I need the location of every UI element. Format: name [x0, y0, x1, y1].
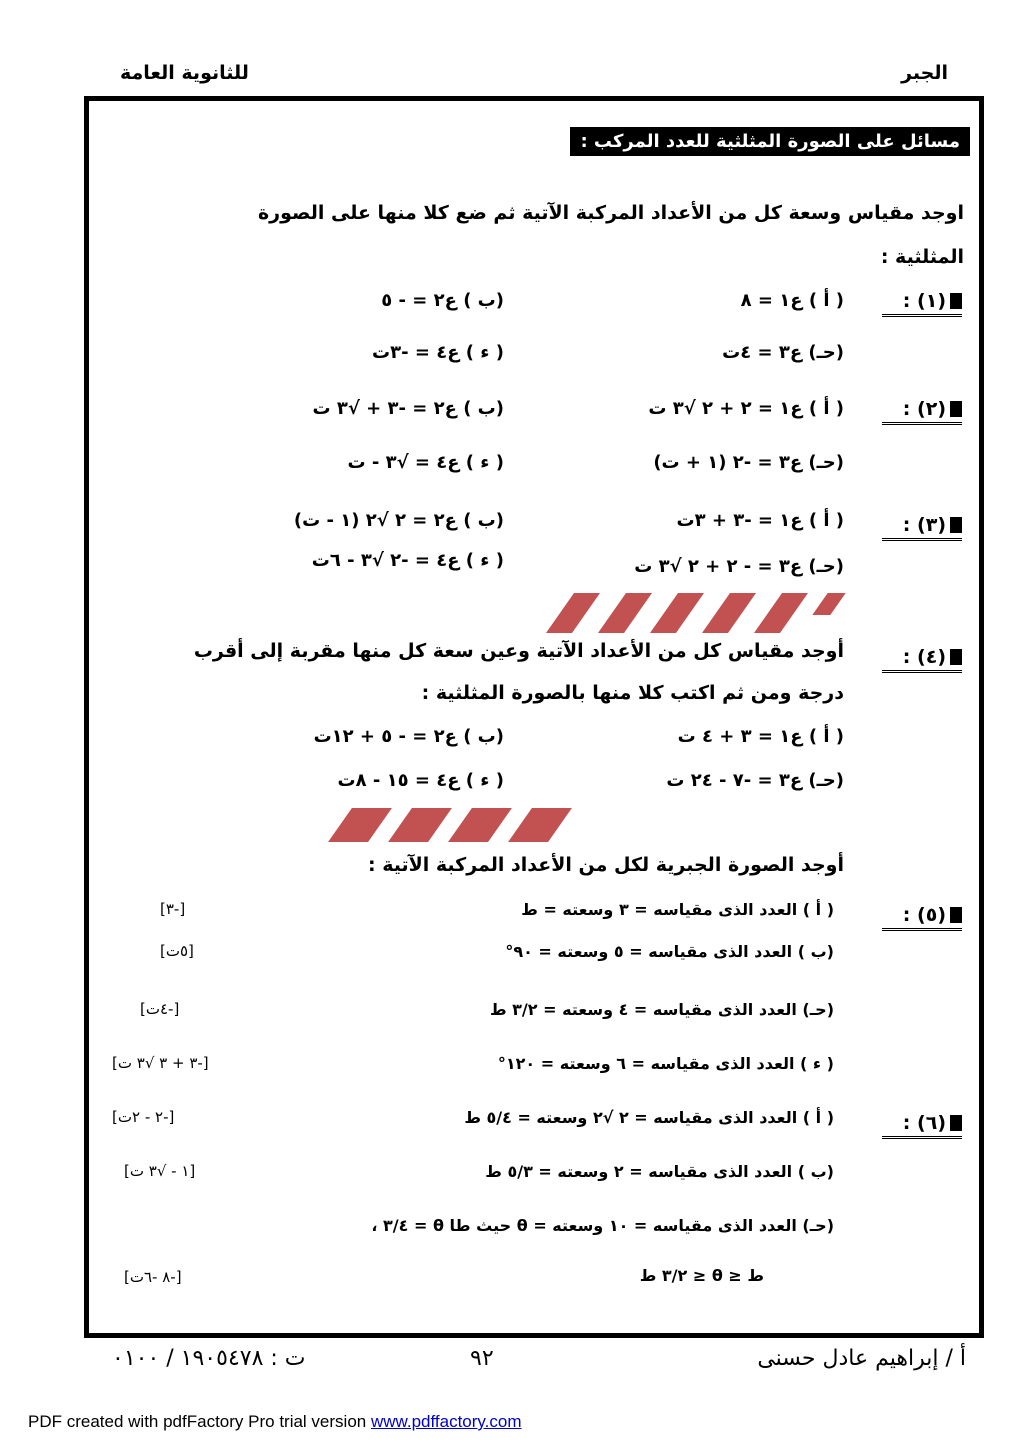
- p2-item-b: (ب ) ع٢ = -٣ + √٣ ت: [312, 398, 504, 419]
- p4-text-line-1: أوجد مقياس كل من الأعداد الآتية وعين سعة كل منها مقربة إلى أقرب: [193, 640, 844, 662]
- p6-answer-c: [-٨ -٦ت]: [124, 1268, 182, 1286]
- p1-item-a: ( أ ) ع١ = ٨: [740, 290, 844, 311]
- problem-4-label: (٤) :: [882, 644, 962, 673]
- p2-item-d: ( ء ) ع٤ = √٣ - ت: [347, 452, 504, 473]
- p6-answer-a: [-٢ - ٢ت]: [112, 1108, 175, 1126]
- p1-item-c: (حـ) ع٣ = ٤ت: [722, 342, 844, 363]
- pdffactory-link[interactable]: www.pdffactory.com: [370, 1412, 522, 1431]
- square-bullet-icon: [950, 293, 962, 309]
- p4-item-c: (حـ) ع٣ = -٧ - ٢٤ ت: [666, 770, 844, 791]
- p5-item-b: (ب ) العدد الذى مقياسه = ٥ وسعته = ٩٠°: [505, 942, 834, 961]
- p2-item-a: ( أ ) ع١ = ٢ + ٢ √٣ ت: [648, 398, 844, 419]
- p6-answer-b: [١ - √٣ ت]: [124, 1162, 196, 1180]
- p4-text-line-2: درجة ومن ثم اكتب كلا منها بالصورة المثلثية :: [421, 682, 844, 704]
- problem-2-label: (٢) :: [882, 396, 962, 425]
- p3-item-b: (ب ) ع٢ = ٢ √٢ (١ - ت): [293, 510, 504, 531]
- p5-text: أوجد الصورة الجبرية لكل من الأعداد المركبة الآتية :: [367, 854, 844, 876]
- p1-item-b: (ب ) ع٢ = - ٥: [381, 290, 504, 311]
- p3-item-d: ( ء ) ع٤ = -٢ √٣ - ٦ت: [311, 550, 504, 571]
- problem-3-label: (٣) :: [882, 512, 962, 541]
- p6-item-c-range: ط ≤ θ ≤ ٣/٢ ط: [639, 1266, 764, 1285]
- square-bullet-icon: [950, 517, 962, 533]
- p4-item-d: ( ء ) ع٤ = ١٥ - ٨ت: [337, 770, 504, 791]
- author-name: أ / إبراهيم عادل حسنى: [757, 1346, 966, 1371]
- page-frame: [84, 96, 984, 1338]
- p6-item-c: (حـ) العدد الذى مقياسه = ١٠ وسعته = θ حيث طا θ = ٣/٤ ،: [371, 1216, 834, 1235]
- square-bullet-icon: [950, 907, 962, 923]
- p5-item-d: ( ء ) العدد الذى مقياسه = ٦ وسعته = ١٢٠°: [497, 1054, 834, 1073]
- p6-item-b: (ب ) العدد الذى مقياسه = ٢ وسعته = ٥/٣ ط: [485, 1162, 834, 1181]
- p1-item-d: ( ء ) ع٤ = -٣ت: [372, 342, 504, 363]
- p5-answer-c: [-٤ت]: [140, 1000, 180, 1018]
- p5-answer-a: [-٣]: [160, 900, 186, 918]
- p4-item-b: (ب ) ع٢ = - ٥ + ١٢ت: [313, 726, 504, 747]
- p4-item-a: ( أ ) ع١ = ٣ + ٤ ت: [677, 726, 844, 747]
- intro-line-2: المثلثية :: [880, 246, 964, 268]
- problem-6-label: (٦) :: [882, 1110, 962, 1139]
- subject-title: الجبر: [901, 62, 948, 84]
- p3-item-a: ( أ ) ع١ = -٣ + ٣ت: [676, 510, 844, 531]
- square-bullet-icon: [950, 649, 962, 665]
- problem-1-label: (١) :: [882, 288, 962, 317]
- pdf-notice: PDF created with pdfFactory Pro trial version www.pdffactory.com: [28, 1412, 522, 1431]
- p2-item-c: (حـ) ع٣ = -٢ (١ + ت): [653, 452, 844, 473]
- square-bullet-icon: [950, 1115, 962, 1131]
- section-title: مسائل على الصورة المثلثية للعدد المركب :: [570, 127, 970, 156]
- phone-number: ت : ١٩٠٥٤٧٨ / ٠١٠٠: [112, 1346, 306, 1371]
- p5-answer-b: [٥ت]: [160, 942, 194, 960]
- problem-5-label: (٥) :: [882, 902, 962, 931]
- p5-item-a: ( أ ) العدد الذى مقياسه = ٣ وسعته = ط: [521, 900, 834, 919]
- square-bullet-icon: [950, 401, 962, 417]
- p3-item-c: (حـ) ع٣ = - ٢ + ٢ √٣ ت: [634, 556, 844, 577]
- p5-answer-d: [-٣ + ٣ √٣ ت]: [112, 1054, 209, 1072]
- level-title: للثانوية العامة: [120, 62, 249, 84]
- p5-item-c: (حـ) العدد الذى مقياسه = ٤ وسعته = ٣/٢ ط: [489, 1000, 834, 1019]
- intro-line-1: اوجد مقياس وسعة كل من الأعداد المركبة الآتية ثم ضع كلا منها على الصورة: [257, 202, 964, 224]
- p6-item-a: ( أ ) العدد الذى مقياسه = ٢ √٢ وسعته = ٥/٤ ط: [464, 1108, 834, 1127]
- page-number: ٩٢: [470, 1346, 494, 1371]
